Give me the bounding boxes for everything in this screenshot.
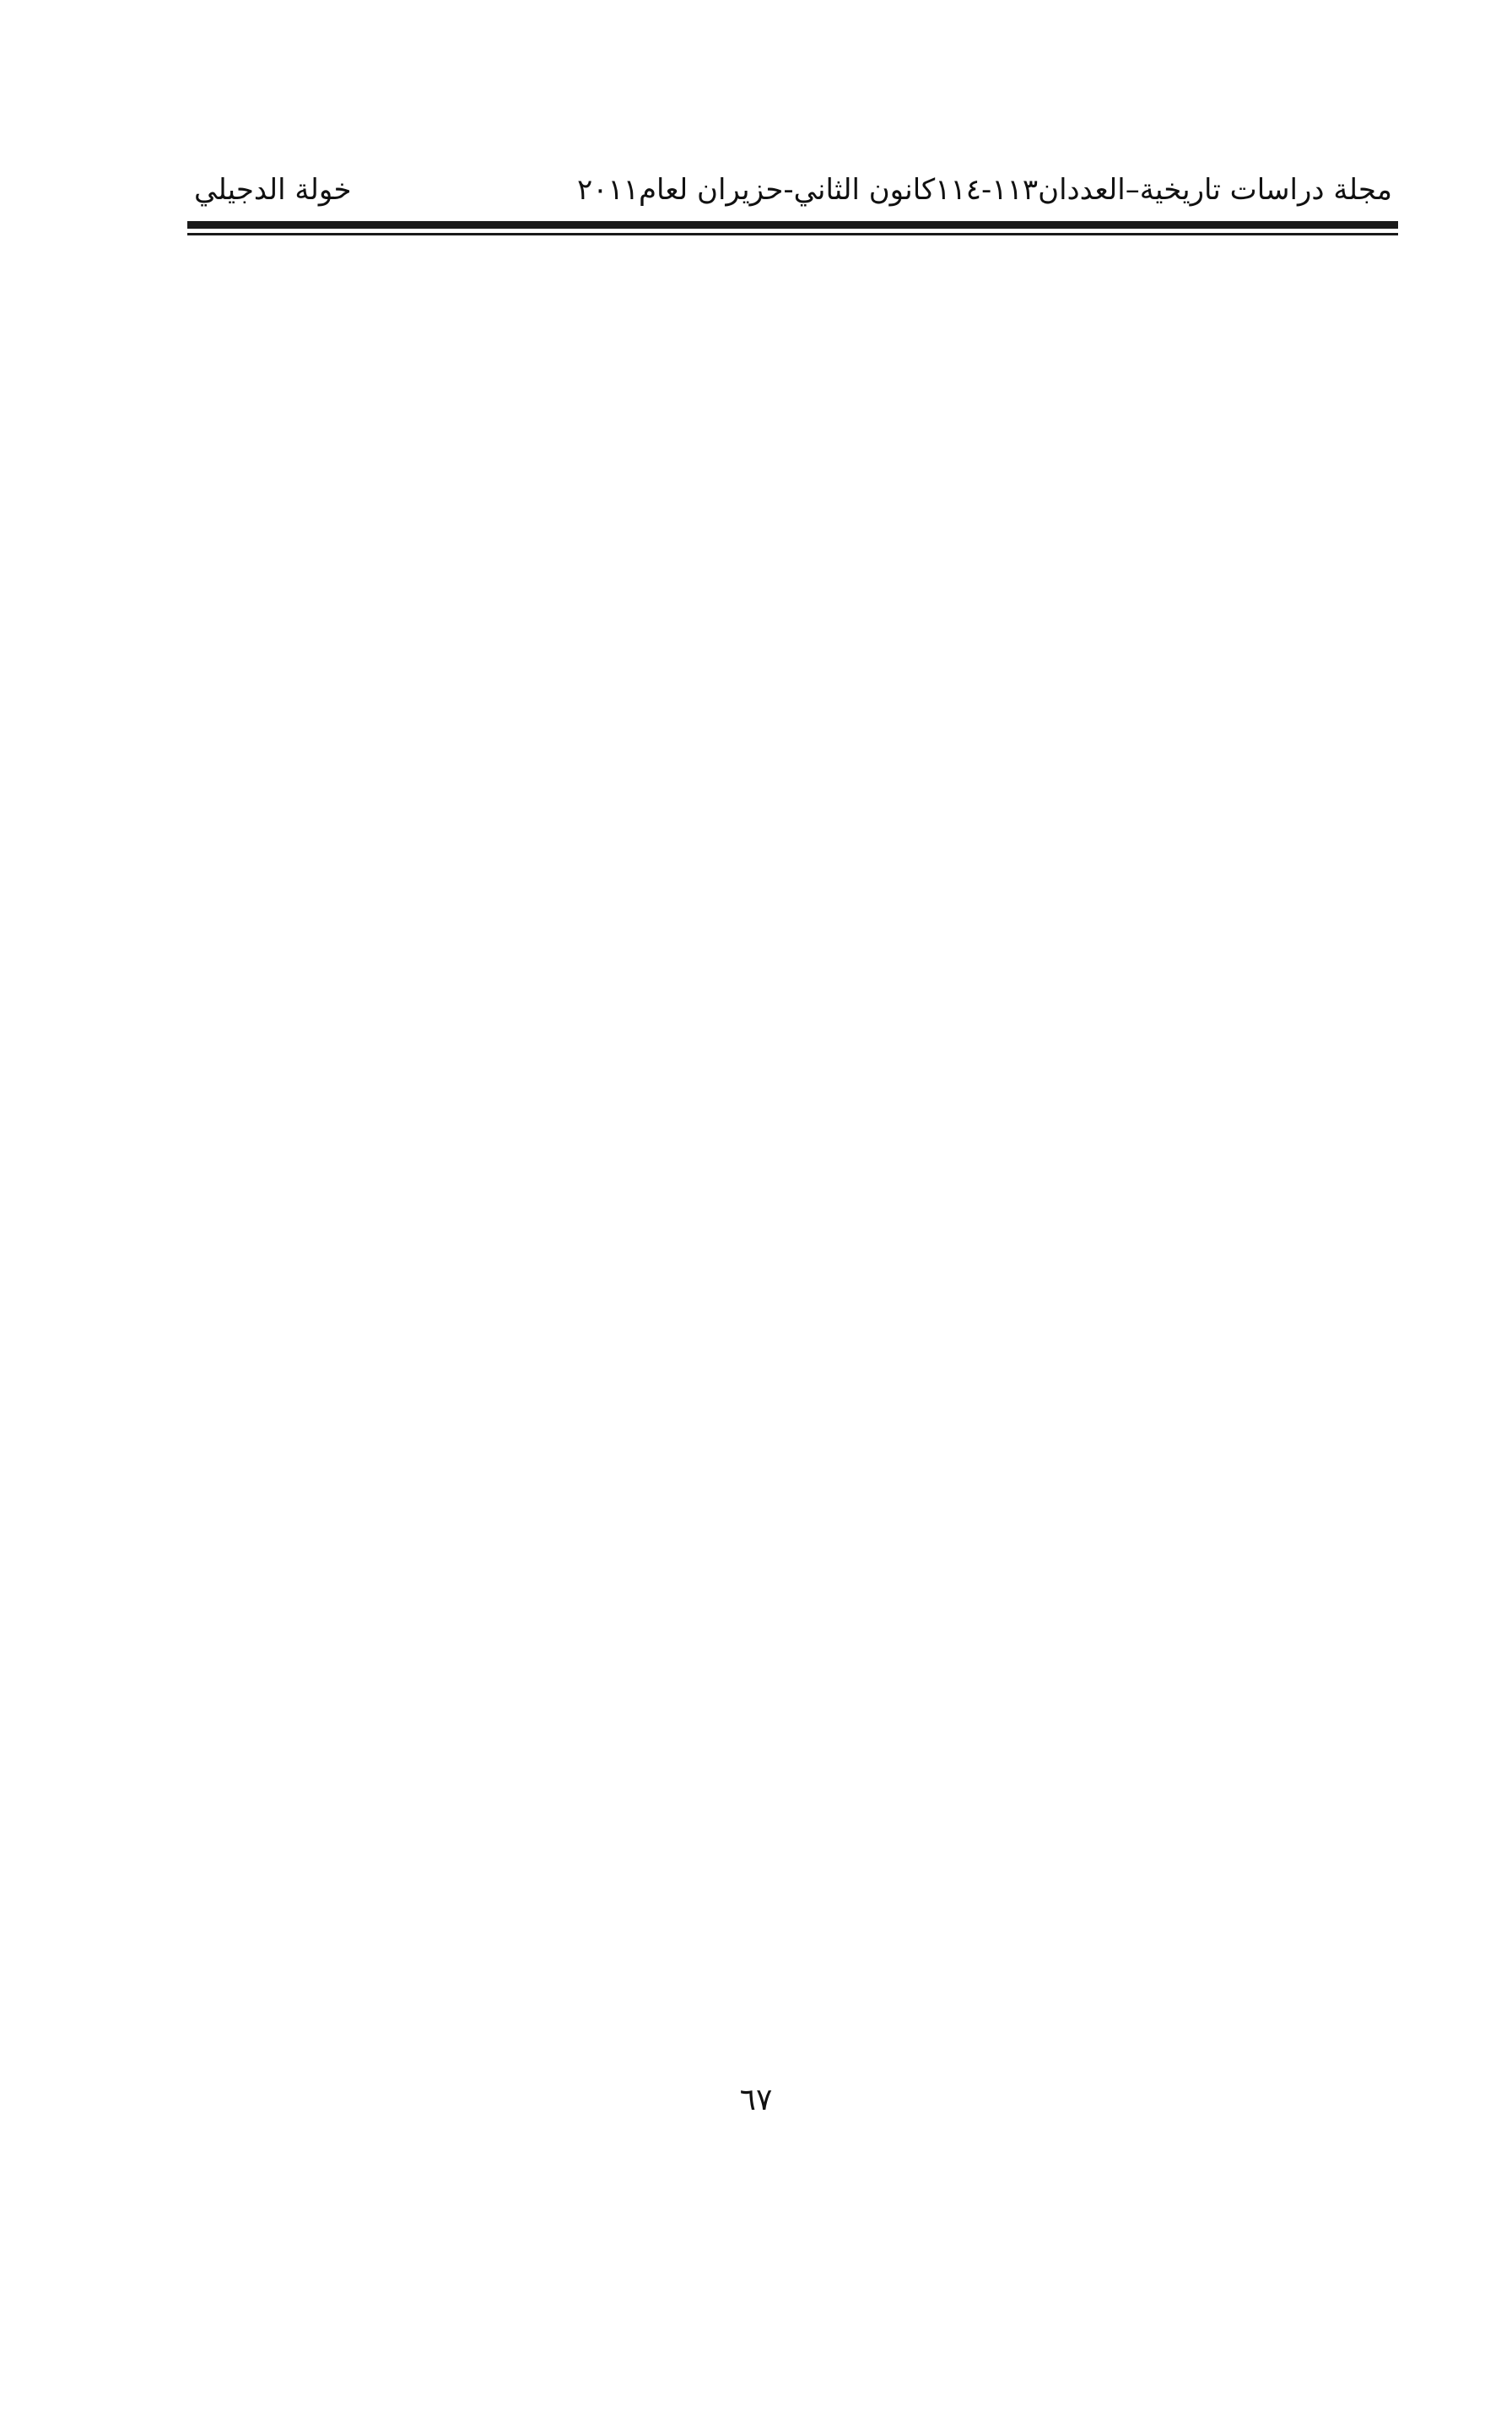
- journal-title: مجلة دراسات تاريخية–العددان١١٣-١١٤كانون الثاني-حزيران لعام٢٠١١: [576, 173, 1392, 207]
- author-name: خولة الدجيلي: [194, 173, 352, 207]
- page-number: ٦٧: [739, 2083, 773, 2117]
